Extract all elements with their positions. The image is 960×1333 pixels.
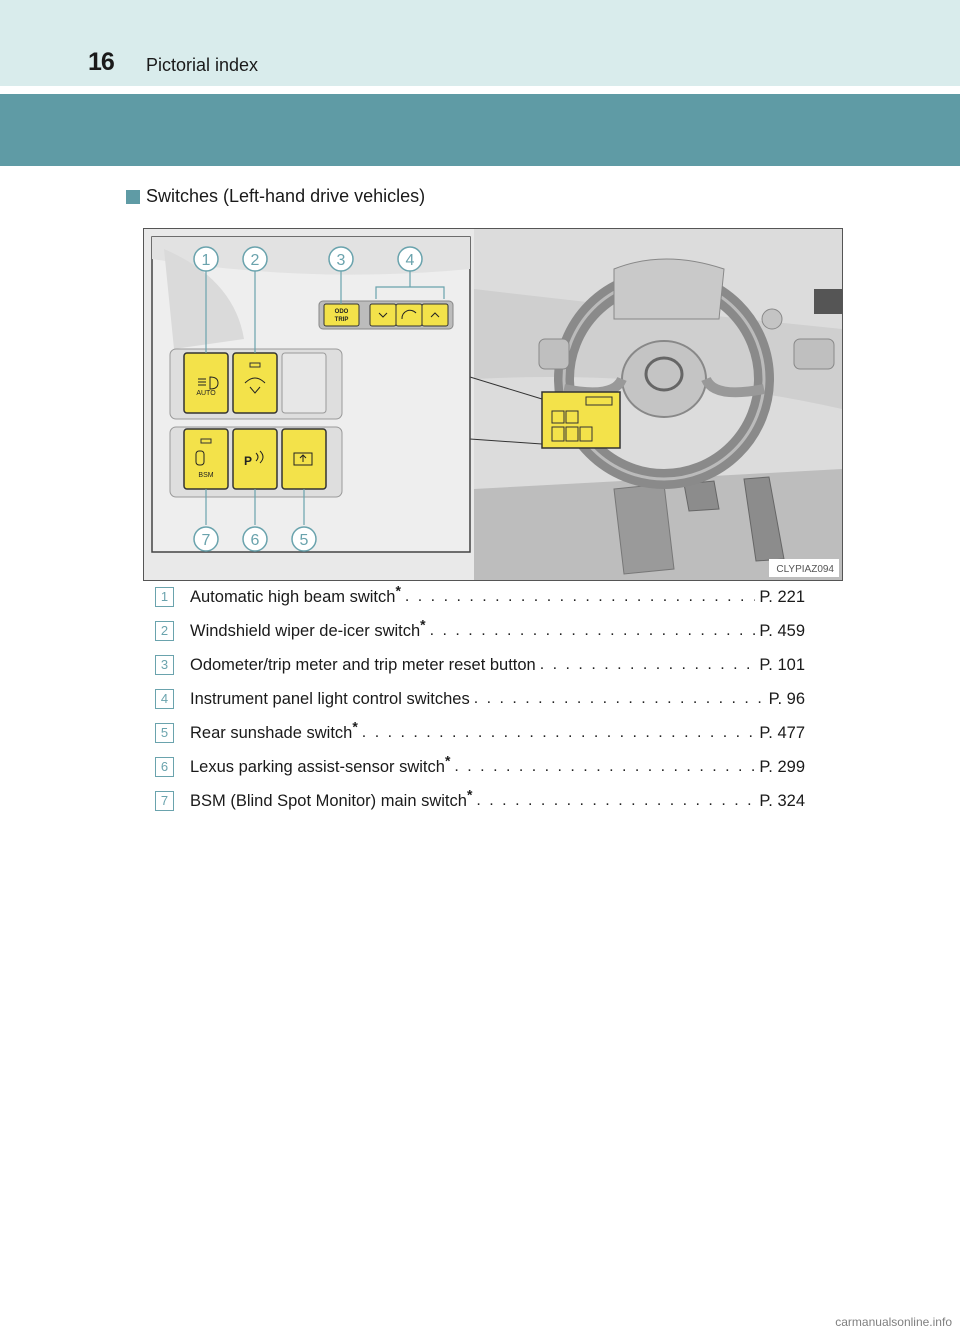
item-number-badge: 1 (155, 587, 174, 607)
page-reference-link[interactable]: P. 101 (759, 655, 805, 674)
page-number: 16 (88, 48, 114, 76)
item-label-text: Lexus parking assist-sensor switch (190, 757, 445, 776)
item-label (190, 752, 451, 777)
list-item[interactable] (155, 648, 805, 682)
figure-code: CLYPIAZ094 (776, 564, 834, 575)
item-label-text: BSM (Blind Spot Monitor) main switch (190, 791, 467, 810)
dot-leader (454, 758, 755, 776)
item-label-text: Rear sunshade switch (190, 723, 353, 742)
odo-switch-label: ODO (334, 309, 349, 315)
item-label-text: Windshield wiper de-icer switch (190, 621, 421, 640)
item-label (190, 690, 470, 709)
page-reference-link[interactable]: P. 459 (759, 621, 805, 640)
dot-leader (540, 656, 756, 674)
switch-index-list (155, 580, 805, 818)
page-reference-link[interactable]: P. 299 (759, 757, 805, 776)
list-item[interactable] (155, 580, 805, 614)
item-number-badge: 3 (155, 655, 174, 675)
dot-leader (362, 724, 756, 742)
item-label-text: Odometer/trip meter and trip meter reset button (190, 655, 536, 674)
item-label (190, 718, 358, 743)
callout-2: 2 (250, 252, 260, 269)
callout-6: 6 (250, 532, 260, 549)
auto-switch-label: AUTO (196, 390, 216, 397)
item-number-badge: 6 (155, 757, 174, 777)
dot-leader (476, 792, 755, 810)
dot-leader (430, 622, 756, 640)
item-asterisk: * (395, 582, 401, 598)
item-label (190, 616, 426, 641)
item-number-badge: 4 (155, 689, 174, 709)
item-label (190, 656, 536, 675)
switches-illustration (143, 228, 843, 581)
header-teal-bar (0, 94, 960, 166)
page-reference-link[interactable]: P. 324 (759, 791, 805, 810)
callout-3: 3 (336, 252, 346, 269)
item-asterisk: * (420, 616, 426, 632)
list-item[interactable] (155, 750, 805, 784)
header-title: Pictorial index (146, 55, 259, 75)
callout-1: 1 (201, 252, 211, 269)
parking-switch-label: P (243, 454, 253, 468)
item-label-text: Instrument panel light control switches (190, 689, 470, 708)
item-asterisk: * (352, 718, 358, 734)
item-number-badge: 7 (155, 791, 174, 811)
page-reference-link[interactable]: P. 477 (759, 723, 805, 742)
callout-4: 4 (405, 252, 415, 269)
list-item[interactable] (155, 682, 805, 716)
list-item[interactable] (155, 784, 805, 818)
item-number-badge: 5 (155, 723, 174, 743)
callout-7: 7 (201, 532, 211, 549)
dot-leader (474, 690, 765, 708)
item-asterisk: * (466, 786, 473, 802)
item-asterisk: * (444, 752, 451, 768)
item-number-badge: 2 (155, 621, 174, 641)
item-label-text: Automatic high beam switch (190, 587, 396, 606)
list-item[interactable] (155, 614, 805, 648)
section-heading-text: Switches (Left-hand drive vehicles) (146, 186, 426, 206)
callout-5: 5 (299, 532, 309, 549)
section-heading (126, 186, 425, 207)
page-reference-link[interactable]: P. 96 (768, 689, 805, 708)
header-band (0, 0, 960, 86)
list-item[interactable] (155, 716, 805, 750)
bsm-switch-label: BSM (198, 472, 214, 479)
dot-leader (405, 588, 756, 606)
item-label (190, 786, 473, 811)
item-label (190, 582, 401, 607)
watermark: carmanualsonline.info (835, 1315, 952, 1329)
square-bullet-icon (126, 190, 140, 204)
trip-switch-label: TRIP (334, 317, 349, 323)
page-reference-link[interactable]: P. 221 (759, 587, 805, 606)
